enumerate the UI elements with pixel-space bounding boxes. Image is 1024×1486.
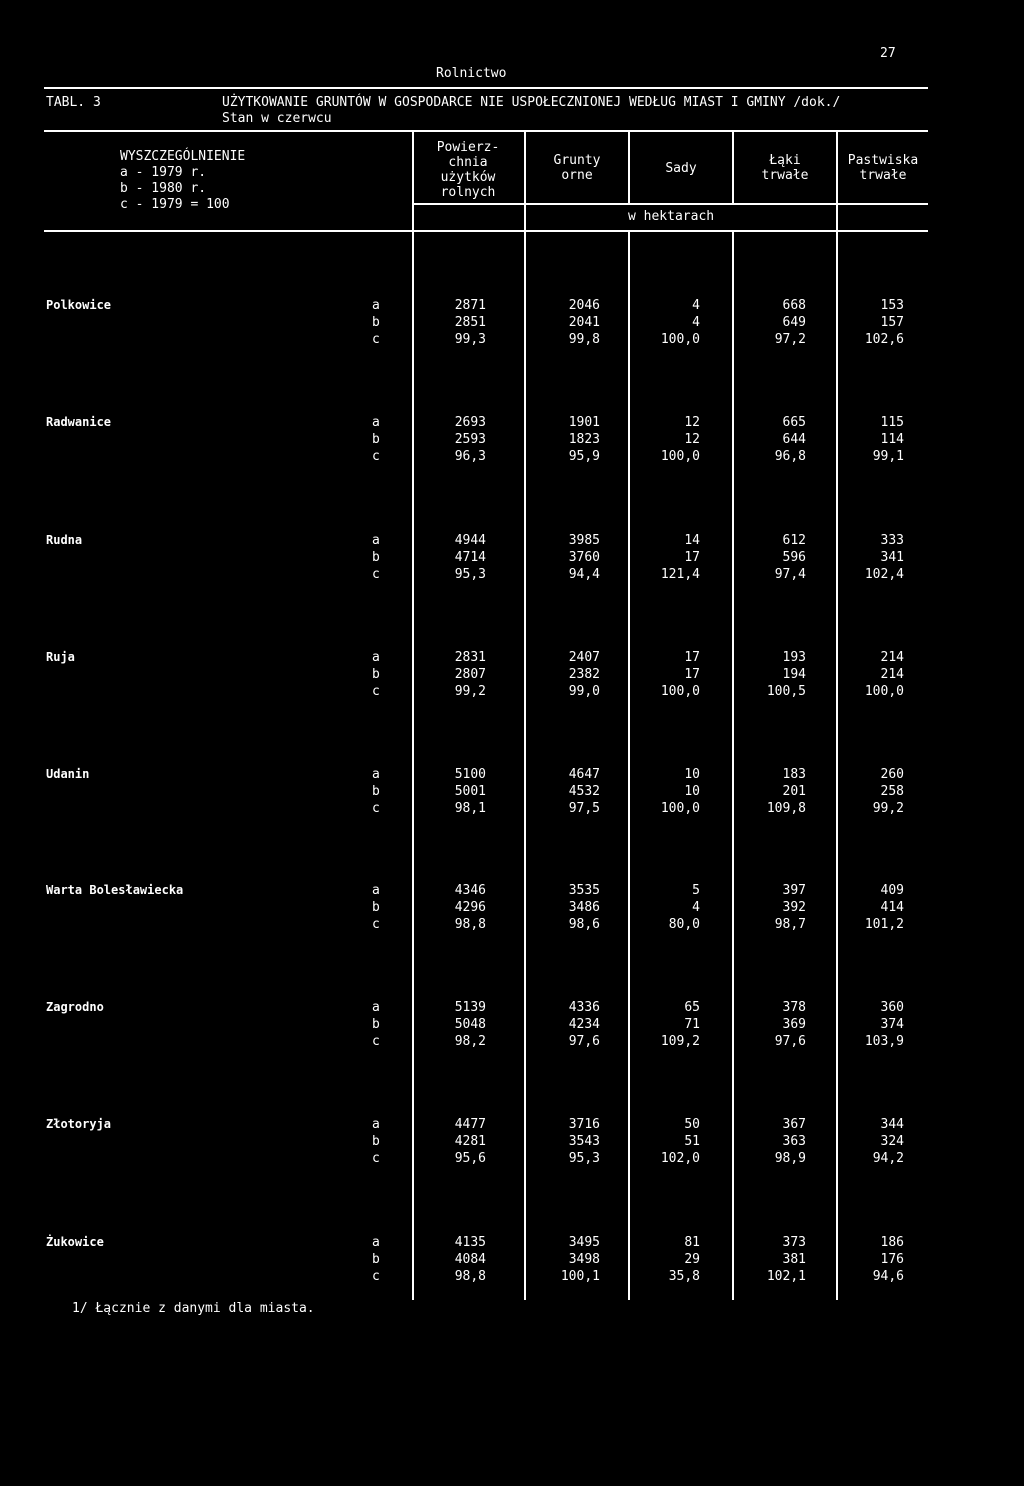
header-bottom-rule [44, 230, 928, 232]
row-key: b [372, 667, 380, 682]
table-cell: 17 [684, 550, 700, 565]
table-cell: 99,8 [568, 332, 600, 347]
table-cell: 649 [782, 315, 806, 330]
table-cell: 153 [880, 298, 904, 313]
table-cell: 2871 [454, 298, 486, 313]
table-cell: 3985 [568, 533, 600, 548]
table-cell: 3543 [568, 1134, 600, 1149]
row-name: Rudna [46, 533, 83, 547]
table-cell: 99,2 [872, 801, 904, 816]
table-cell: 157 [880, 315, 904, 330]
row-key: b [372, 1134, 380, 1149]
table-cell: 381 [782, 1252, 806, 1267]
page-number: 27 [880, 46, 896, 61]
table-cell: 96,3 [454, 449, 486, 464]
table-cell: 409 [880, 883, 904, 898]
stub-header [120, 149, 245, 213]
table-cell: 98,8 [454, 917, 486, 932]
table-cell: 4336 [568, 1000, 600, 1015]
row-key: b [372, 432, 380, 447]
top-rule [44, 87, 928, 89]
table-cell: 100,0 [660, 449, 700, 464]
table-cell: 258 [880, 784, 904, 799]
table-cell: 397 [782, 883, 806, 898]
table-cell: 4346 [454, 883, 486, 898]
table-cell: 94,2 [872, 1151, 904, 1166]
table-cell: 596 [782, 550, 806, 565]
table-cell: 5 [692, 883, 700, 898]
table-cell: 2593 [454, 432, 486, 447]
table-cell: 260 [880, 767, 904, 782]
table-cell: 2831 [454, 650, 486, 665]
table-cell: 109,8 [766, 801, 806, 816]
table-cell: 183 [782, 767, 806, 782]
table-cell: 3535 [568, 883, 600, 898]
table-cell: 115 [880, 415, 904, 430]
table-cell: 344 [880, 1117, 904, 1132]
table-cell: 4135 [454, 1235, 486, 1250]
table-cell: 644 [782, 432, 806, 447]
table-cell: 100,1 [560, 1269, 600, 1284]
table-cell: 1823 [568, 432, 600, 447]
table-cell: 4 [692, 315, 700, 330]
table-cell: 97,4 [774, 567, 806, 582]
table-cell: 95,9 [568, 449, 600, 464]
stub-legend-c: c - 1979 = 100 [120, 197, 230, 212]
table-cell: 95,3 [454, 567, 486, 582]
table-cell: 341 [880, 550, 904, 565]
table-cell: 374 [880, 1017, 904, 1032]
table-cell: 3716 [568, 1117, 600, 1132]
table-label: TABL. 3 [46, 95, 101, 110]
row-key: a [372, 1000, 380, 1015]
table-cell: 360 [880, 1000, 904, 1015]
row-key: c [372, 801, 380, 816]
table-cell: 98,2 [454, 1034, 486, 1049]
row-key: c [372, 1034, 380, 1049]
table-cell: 100,5 [766, 684, 806, 699]
table-cell: 97,5 [568, 801, 600, 816]
table-cell: 99,3 [454, 332, 486, 347]
table-cell: 4532 [568, 784, 600, 799]
table-cell: 17 [684, 650, 700, 665]
table-cell: 95,3 [568, 1151, 600, 1166]
table-cell: 201 [782, 784, 806, 799]
row-key: a [372, 767, 380, 782]
table-cell: 97,2 [774, 332, 806, 347]
table-cell: 3760 [568, 550, 600, 565]
table-cell: 193 [782, 650, 806, 665]
table-cell: 5139 [454, 1000, 486, 1015]
table-cell: 176 [880, 1252, 904, 1267]
stub-legend-a: a - 1979 r. [120, 165, 207, 180]
table-cell: 98,6 [568, 917, 600, 932]
unit-label: w hektarach [628, 209, 715, 224]
row-name: Ruja [46, 650, 75, 664]
table-cell: 4714 [454, 550, 486, 565]
row-name: Warta Bolesławiecka [46, 883, 184, 897]
table-cell: 5100 [454, 767, 486, 782]
table-cell: 101,2 [864, 917, 904, 932]
table-cell: 65 [684, 1000, 700, 1015]
table-cell: 99,1 [872, 449, 904, 464]
table-cell: 1901 [568, 415, 600, 430]
table-cell: 214 [880, 650, 904, 665]
table-subtitle: Stan w czerwcu [222, 111, 332, 126]
table-cell: 12 [684, 432, 700, 447]
table-cell: 97,6 [774, 1034, 806, 1049]
table-cell: 369 [782, 1017, 806, 1032]
stub-title: WYSZCZEGÓLNIENIE [120, 149, 246, 164]
table-cell: 5048 [454, 1017, 486, 1032]
table-cell: 4477 [454, 1117, 486, 1132]
col-header-arable: Grunty orne [553, 153, 601, 183]
table-cell: 3498 [568, 1252, 600, 1267]
table-cell: 333 [880, 533, 904, 548]
table-cell: 97,6 [568, 1034, 600, 1049]
col-separator [732, 130, 734, 204]
table-cell: 4647 [568, 767, 600, 782]
table-cell: 4944 [454, 533, 486, 548]
row-key: a [372, 415, 380, 430]
table-cell: 2851 [454, 315, 486, 330]
row-name: Polkowice [46, 298, 112, 312]
table-cell: 3495 [568, 1235, 600, 1250]
col-header-area: Powierz- chnia użytków rolnych [436, 140, 500, 200]
table-cell: 17 [684, 667, 700, 682]
row-key: c [372, 917, 380, 932]
row-key: b [372, 550, 380, 565]
table-cell: 367 [782, 1117, 806, 1132]
table-cell: 2807 [454, 667, 486, 682]
table-cell: 4234 [568, 1017, 600, 1032]
table-cell: 35,8 [668, 1269, 700, 1284]
table-cell: 4 [692, 900, 700, 915]
table-cell: 2041 [568, 315, 600, 330]
table-cell: 98,9 [774, 1151, 806, 1166]
table-cell: 14 [684, 533, 700, 548]
row-key: a [372, 650, 380, 665]
table-cell: 103,9 [864, 1034, 904, 1049]
row-name: Żukowice [46, 1235, 104, 1249]
table-cell: 50 [684, 1117, 700, 1132]
table-cell: 4296 [454, 900, 486, 915]
table-cell: 96,8 [774, 449, 806, 464]
table-cell: 324 [880, 1134, 904, 1149]
col-header-meadows: Łąki trwałe [761, 153, 809, 183]
table-cell: 4281 [454, 1134, 486, 1149]
row-key: c [372, 1151, 380, 1166]
table-cell: 99,0 [568, 684, 600, 699]
table-cell: 2693 [454, 415, 486, 430]
table-cell: 98,1 [454, 801, 486, 816]
table-cell: 5001 [454, 784, 486, 799]
table-cell: 10 [684, 784, 700, 799]
row-key: c [372, 332, 380, 347]
row-key: a [372, 1117, 380, 1132]
table-cell: 414 [880, 900, 904, 915]
table-cell: 121,4 [660, 567, 700, 582]
table-cell: 214 [880, 667, 904, 682]
stub-legend-b: b - 1980 r. [120, 181, 207, 196]
table-cell: 80,0 [668, 917, 700, 932]
row-key: c [372, 449, 380, 464]
row-key: a [372, 298, 380, 313]
table-cell: 2046 [568, 298, 600, 313]
col-header-pastures: Pastwiska trwałe [847, 153, 919, 183]
table-cell: 71 [684, 1017, 700, 1032]
table-cell: 363 [782, 1134, 806, 1149]
table-cell: 102,0 [660, 1151, 700, 1166]
row-key: b [372, 1252, 380, 1267]
table-cell: 98,7 [774, 917, 806, 932]
row-key: b [372, 900, 380, 915]
table-cell: 51 [684, 1134, 700, 1149]
row-key: a [372, 883, 380, 898]
table-cell: 4084 [454, 1252, 486, 1267]
table-cell: 12 [684, 415, 700, 430]
col-header-orchards: Sady [665, 161, 697, 176]
row-key: b [372, 784, 380, 799]
table-cell: 2382 [568, 667, 600, 682]
title-rule [44, 130, 928, 132]
row-key: a [372, 1235, 380, 1250]
row-name: Udanin [46, 767, 90, 781]
row-name: Zagrodno [46, 1000, 104, 1014]
row-key: c [372, 684, 380, 699]
table-cell: 81 [684, 1235, 700, 1250]
table-cell: 100,0 [660, 332, 700, 347]
table-cell: 94,4 [568, 567, 600, 582]
table-cell: 378 [782, 1000, 806, 1015]
table-cell: 612 [782, 533, 806, 548]
footnote: 1/ Łącznie z danymi dla miasta. [72, 1301, 315, 1316]
table-cell: 100,0 [660, 801, 700, 816]
table-cell: 114 [880, 432, 904, 447]
table-cell: 665 [782, 415, 806, 430]
table-cell: 100,0 [864, 684, 904, 699]
table-cell: 668 [782, 298, 806, 313]
table-cell: 194 [782, 667, 806, 682]
unit-rule [414, 203, 928, 205]
table-cell: 102,6 [864, 332, 904, 347]
table-cell: 109,2 [660, 1034, 700, 1049]
table-cell: 102,1 [766, 1269, 806, 1284]
row-key: b [372, 1017, 380, 1032]
table-cell: 102,4 [864, 567, 904, 582]
row-key: b [372, 315, 380, 330]
table-cell: 186 [880, 1235, 904, 1250]
row-name: Złotoryja [46, 1117, 112, 1131]
table-cell: 373 [782, 1235, 806, 1250]
table-cell: 99,2 [454, 684, 486, 699]
table-cell: 392 [782, 900, 806, 915]
table-cell: 3486 [568, 900, 600, 915]
table-cell: 4 [692, 298, 700, 313]
table-cell: 10 [684, 767, 700, 782]
row-key: c [372, 567, 380, 582]
table-cell: 94,6 [872, 1269, 904, 1284]
table-cell: 95,6 [454, 1151, 486, 1166]
table-cell: 100,0 [660, 684, 700, 699]
table-cell: 2407 [568, 650, 600, 665]
col-separator [628, 130, 630, 204]
section-title: Rolnictwo [436, 66, 507, 81]
table-cell: 29 [684, 1252, 700, 1267]
table-title: UŻYTKOWANIE GRUNTÓW W GOSPODARCE NIE USPOŁECZNIONEJ WEDŁUG MIAST I GMINY /dok./ [222, 95, 841, 110]
row-key: c [372, 1269, 380, 1284]
table-cell: 98,8 [454, 1269, 486, 1284]
row-key: a [372, 533, 380, 548]
row-name: Radwanice [46, 415, 112, 429]
